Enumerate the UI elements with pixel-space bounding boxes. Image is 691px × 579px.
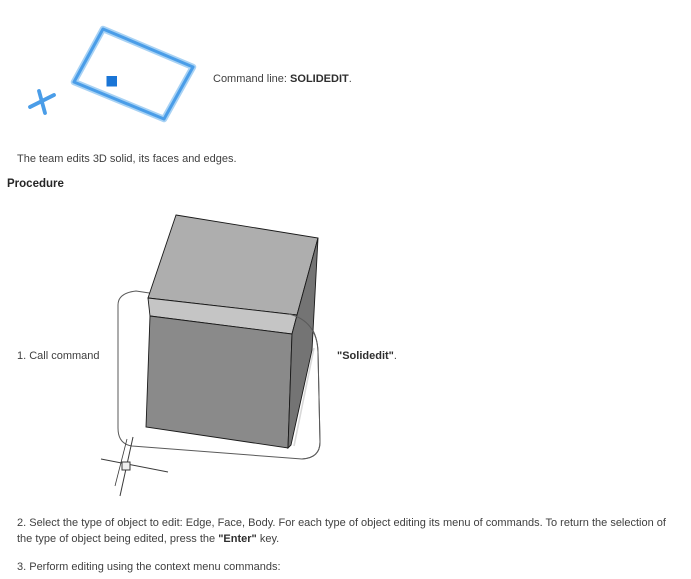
command-line-period: . bbox=[348, 73, 352, 85]
command-line-caption bbox=[213, 71, 352, 87]
point-marker-line bbox=[101, 459, 168, 472]
intro-text: The team edits 3D solid, its faces and edges. bbox=[17, 153, 237, 165]
cube-front-face bbox=[146, 316, 292, 448]
step2-text bbox=[17, 515, 683, 547]
step1-period: . bbox=[393, 350, 397, 362]
step2-enter-key: "Enter" bbox=[218, 533, 257, 545]
step3-text: 3. Perform editing using the context menu commands: bbox=[17, 561, 281, 573]
step2-body: 2. Select the type of object to edit: Edge, Face, Body. For each type of object editing its menu of commands. To return the selection of the type of object being edited, press the bbox=[17, 517, 666, 545]
procedure-heading: Procedure bbox=[7, 178, 64, 190]
cube-top-face bbox=[148, 215, 318, 315]
step2-suffix: key. bbox=[256, 533, 280, 545]
solid-edit-illustration bbox=[80, 200, 340, 505]
command-line-label: Command line: bbox=[213, 73, 291, 85]
vertex-point-icon bbox=[107, 76, 118, 87]
command-name: SOLIDEDIT bbox=[290, 73, 349, 85]
step1-text: 1. Call command bbox=[17, 350, 100, 362]
step1-command bbox=[337, 348, 397, 364]
step1-command-name: "Solidedit" bbox=[337, 350, 394, 362]
solidedit-tool-icon bbox=[0, 0, 210, 130]
point-marker-grip bbox=[122, 462, 130, 470]
